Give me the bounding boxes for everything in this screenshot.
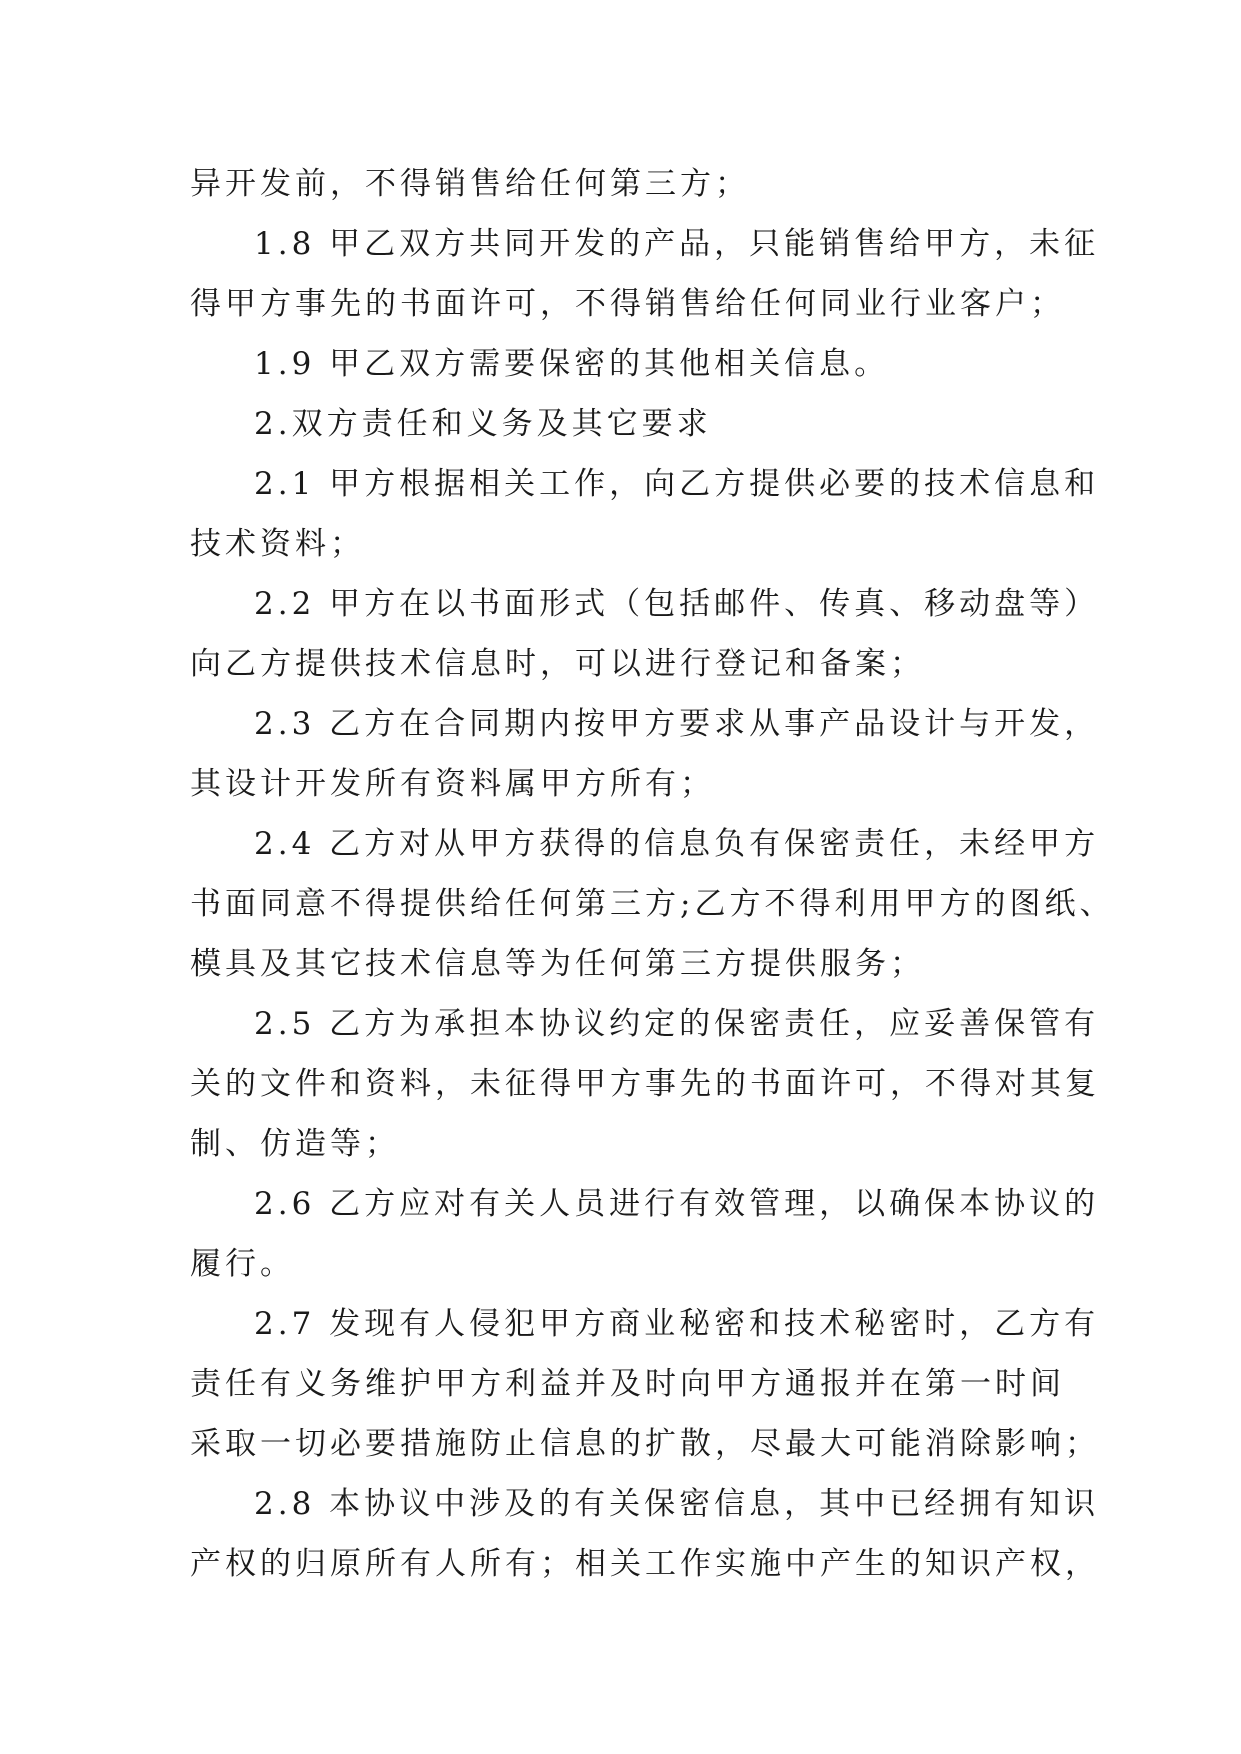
text-line: 履行。 (190, 1246, 295, 1282)
document-body (190, 154, 1115, 1594)
text-line: 2.3 乙方在合同期内按甲方要求从事产品设计与开发， (254, 706, 1100, 742)
text-line: 2.8 本协议中涉及的有关保密信息，其中已经拥有知识 (254, 1486, 1100, 1522)
text-line: 采取一切必要措施防止信息的扩散，尽最大可能消除影响； (190, 1426, 1100, 1462)
text-line: 模具及其它技术信息等为任何第三方提供服务； (190, 946, 925, 982)
text-line: 2.6 乙方应对有关人员进行有效管理，以确保本协议的 (254, 1186, 1100, 1222)
text-line: 2.4 乙方对从甲方获得的信息负有保密责任，未经甲方 (254, 826, 1100, 862)
text-line: 其设计开发所有资料属甲方所有； (190, 766, 715, 802)
text-line: 书面同意不得提供给任何第三方;乙方不得利用甲方的图纸、 (190, 886, 1115, 922)
text-line: 技术资料； (190, 526, 365, 562)
text-line: 责任有义务维护甲方利益并及时向甲方通报并在第一时间 (190, 1366, 1065, 1402)
text-line: 向乙方提供技术信息时，可以进行登记和备案； (190, 646, 925, 682)
section-heading: 2.双方责任和义务及其它要求 (254, 406, 712, 442)
text-line: 1.8 甲乙双方共同开发的产品，只能销售给甲方，未征 (254, 226, 1100, 262)
text-line: 关的文件和资料，未征得甲方事先的书面许可，不得对其复 (190, 1066, 1100, 1102)
text-line: 2.7 发现有人侵犯甲方商业秘密和技术秘密时，乙方有 (254, 1306, 1100, 1342)
text-line: 产权的归原所有人所有；相关工作实施中产生的知识产权， (190, 1546, 1100, 1582)
text-line: 异开发前，不得销售给任何第三方； (190, 166, 750, 202)
text-line: 2.2 甲方在以书面形式（包括邮件、传真、移动盘等） (254, 586, 1100, 622)
text-line: 1.9 甲乙双方需要保密的其他相关信息。 (254, 346, 890, 382)
text-line: 2.1 甲方根据相关工作，向乙方提供必要的技术信息和 (254, 466, 1100, 502)
text-line: 制、仿造等； (190, 1126, 400, 1162)
text-line: 2.5 乙方为承担本协议约定的保密责任，应妥善保管有 (254, 1006, 1100, 1042)
text-line: 得甲方事先的书面许可，不得销售给任何同业行业客户； (190, 286, 1065, 322)
